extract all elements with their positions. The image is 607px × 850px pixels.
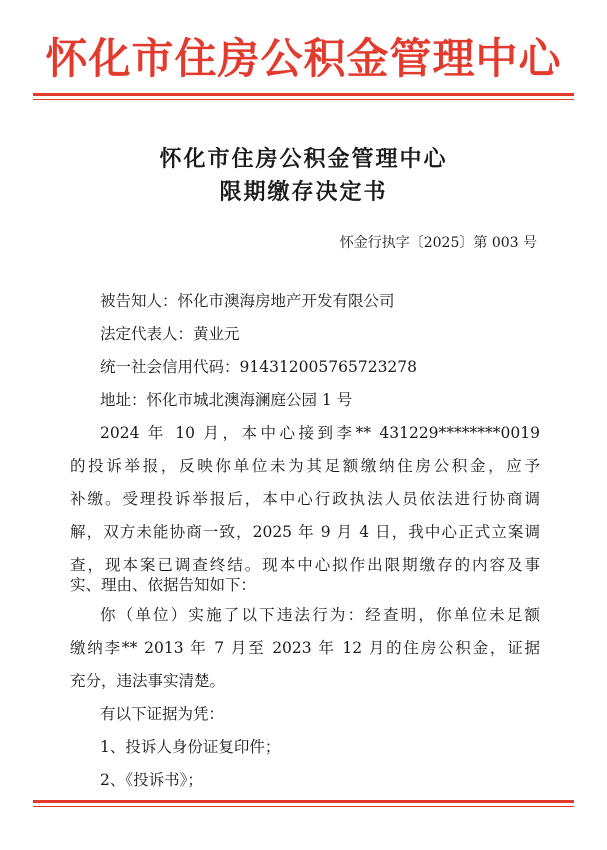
- paragraph1-line5: 查，现本案已调查终结。现本中心拟作出限期缴存的内容及事: [70, 556, 540, 574]
- paragraph1-line1: 2024 年 10 月，本中心接到李** 431229********0019: [100, 424, 540, 442]
- evidence-item-1: 1、投诉人身份证复印件；: [100, 738, 281, 756]
- respondent-line: 被告知人：怀化市澳海房地产开发有限公司: [100, 292, 395, 310]
- header-rule-thin: [33, 99, 574, 100]
- paragraph2-line3: 充分，违法事实清楚。: [70, 672, 226, 690]
- document-title-line1: 怀化市住房公积金管理中心: [159, 146, 448, 172]
- paragraph1-line3: 补缴。受理投诉举报后，本中心行政执法人员依法进行协商调: [70, 490, 540, 508]
- paragraph1-line6: 实、理由、依据告知如下：: [70, 576, 257, 594]
- footer-rule-thick: [33, 800, 574, 803]
- document-title-line2: 限期缴存决定书: [219, 179, 388, 205]
- org-banner-heading: 怀化市住房公积金管理中心: [45, 34, 562, 83]
- document-number: 怀金行执字〔2025〕第 003 号: [339, 235, 537, 251]
- address-line: 地址：怀化市城北澳海澜庭公园 1 号: [100, 391, 353, 409]
- credit-code-line: 统一社会信用代码：914312005765723278: [100, 358, 418, 376]
- paragraph1-line4: 解，双方未能协商一致，2025 年 9 月 4 日，我中心正式立案调: [70, 523, 540, 541]
- evidence-intro: 有以下证据为凭：: [100, 705, 225, 723]
- legal-rep-line: 法定代表人：黄业元: [100, 325, 240, 343]
- paragraph2-line1: 你（单位）实施了以下违法行为：经查明，你单位未足额: [100, 606, 540, 624]
- paragraph1-line2: 的投诉举报，反映你单位未为其足额缴纳住房公积金，应予: [70, 457, 540, 475]
- footer-rule-thin: [33, 806, 574, 807]
- evidence-item-2: 2、《投诉书》；: [100, 771, 203, 789]
- header-rule-thick: [33, 93, 574, 96]
- paragraph2-line2: 缴纳李** 2013 年 7 月至 2023 年 12 月的住房公积金，证据: [70, 639, 540, 657]
